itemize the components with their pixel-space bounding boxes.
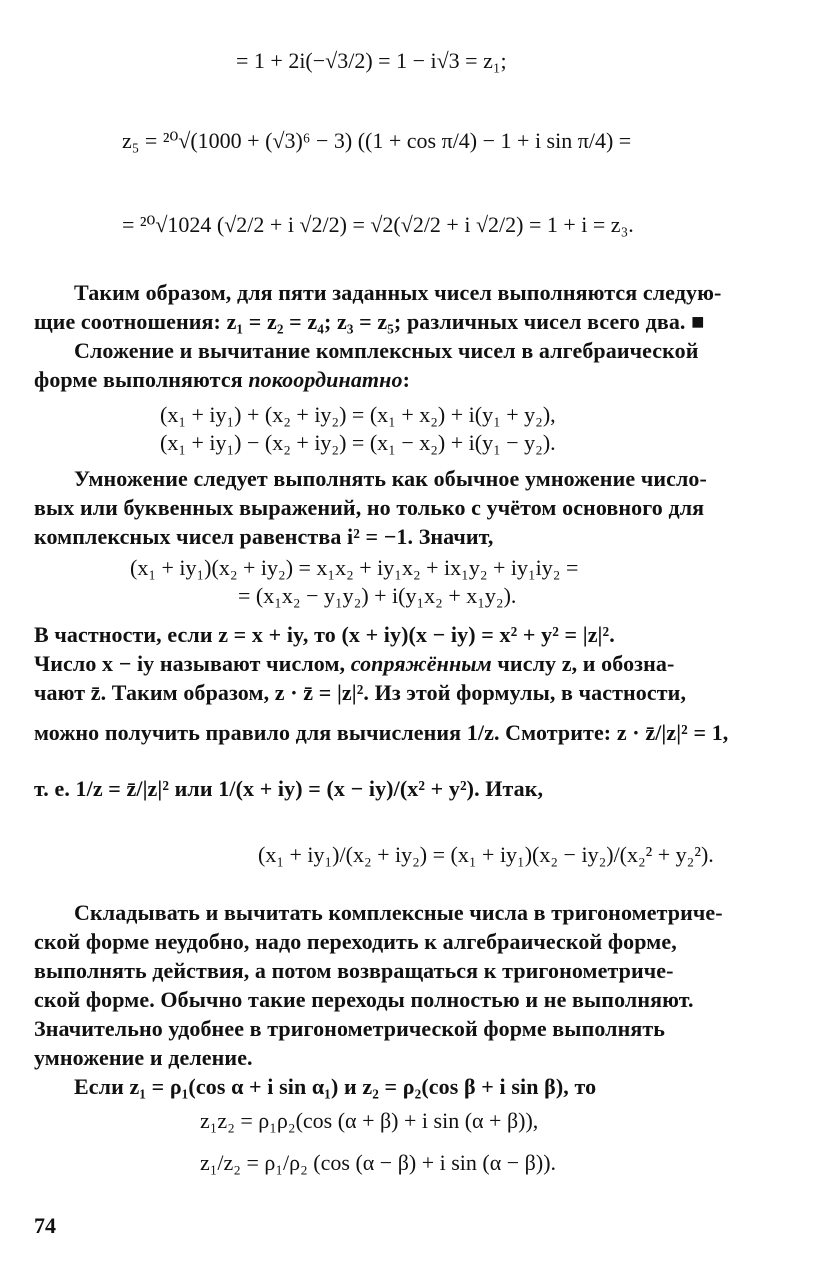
text-span: форме выполняются	[34, 367, 249, 392]
paragraph-line: чают z̄. Таким образом, z · z̄ = |z|². Из этой формулы, в частности,	[34, 680, 687, 705]
text-span: числу z, и обозна-	[491, 651, 675, 676]
paragraph-line: Умножение следует выполнять как обычное умножение числo-	[74, 466, 707, 491]
paragraph-line: В частности, если z = x + iy, то (x + iy)(x − iy) = x² + y² = |z|².	[34, 622, 615, 647]
equation-addition: (x₁ + iy₁) + (x₂ + iy₂) = (x₁ + x₂) + i(y₁ + y₂),	[160, 402, 556, 427]
paragraph-line: Таким образом, для пяти заданных чисел выполняются следую-	[74, 280, 722, 305]
page-number: 74	[34, 1213, 56, 1238]
paragraph-line: вых или буквенных выражений, но только с учётом основного для	[34, 495, 705, 520]
text-span: :	[402, 367, 410, 392]
paragraph-line	[34, 651, 674, 677]
italic-term: сопряжённым	[350, 651, 492, 676]
italic-term: покоординатно	[248, 367, 403, 392]
paragraph-line: Если z₁ = ρ₁(cos α + i sin α₁) и z₂ = ρ₂(cos β + i sin β), то	[74, 1074, 597, 1099]
paragraph-line: выполнять действия, а потом возвращаться к тригонометриче-	[34, 958, 674, 983]
paragraph-line: Складывать и вычитать комплексные числа в тригонометриче-	[74, 900, 723, 925]
paragraph-line: можно получить правило для вычисления 1/z. Смотрите: z · z̄/|z|² = 1,	[34, 720, 729, 745]
paragraph-line: ской форме неудобно, надо переходить к алгебраической форме,	[34, 929, 677, 954]
equation-trig-product: z₁z₂ = ρ₁ρ₂(cos (α + β) + i sin (α + β)),	[200, 1108, 539, 1133]
paragraph-line: щие соотношения: z₁ = z₂ = z₄; z₃ = z₅; различных чисел всего два. ■	[34, 309, 705, 334]
equation-trig-quotient: z₁/z₂ = ρ₁/ρ₂ (cos (α − β) + i sin (α − β)).	[200, 1150, 557, 1175]
paragraph-line: Значительно удобнее в тригонометрической форме выполнять	[34, 1016, 666, 1041]
paragraph-line: т. е. 1/z = z̄/|z|² или 1/(x + iy) = (x − iy)/(x² + y²). Итак,	[34, 776, 544, 801]
equation-multiplication-result: = (x₁x₂ − y₁y₂) + i(y₁x₂ + x₁y₂).	[238, 583, 517, 608]
paragraph-line	[34, 367, 410, 393]
paragraph-line: Сложение и вычитание комплексных чисел в алгебраической	[74, 338, 699, 363]
equation-subtraction: (x₁ + iy₁) − (x₂ + iy₂) = (x₁ − x₂) + i(y₁ − y₂).	[160, 430, 556, 455]
equation-multiplication: (x₁ + iy₁)(x₂ + iy₂) = x₁x₂ + iy₁x₂ + ix₁y₂ + iy₁iy₂ =	[130, 555, 579, 580]
equation-z5-result: = ²⁰√1024 (√2/2 + i √2/2) = √2(√2/2 + i √2/2) = 1 + i = z₃.	[122, 212, 634, 237]
paragraph-line: ской форме. Обычно такие переходы полностью и не выполняют.	[34, 987, 694, 1012]
text-span: Число x − iy называют числом,	[34, 651, 351, 676]
paragraph-line: умножение и деление.	[34, 1045, 253, 1070]
equation-z5-def: z₅ = ²⁰√(1000 + (√3)⁶ − 3) ((1 + cos π/4) − 1 + i sin π/4) =	[122, 128, 632, 153]
paragraph-line: комплексных чисел равенства i² = −1. Значит,	[34, 524, 494, 549]
equation-z1-result: = 1 + 2i(−√3/2) = 1 − i√3 = z₁;	[236, 48, 507, 73]
equation-division: (x₁ + iy₁)/(x₂ + iy₂) = (x₁ + iy₁)(x₂ − iy₂)/(x₂² + y₂²).	[258, 842, 714, 867]
